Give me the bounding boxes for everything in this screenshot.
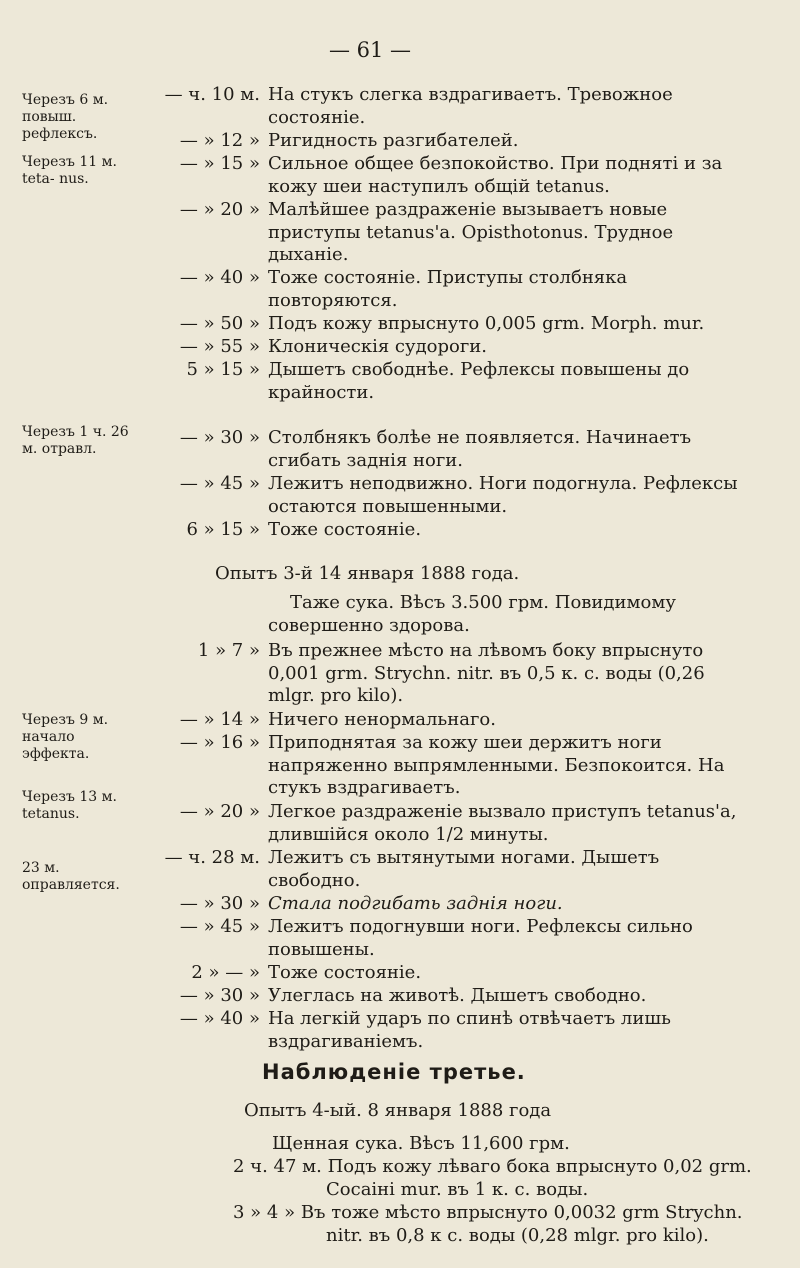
entry-text: Ригидность разгибателей. — [268, 130, 519, 151]
entry-time: — » 20 » — [179, 199, 260, 220]
entry-text: Лежитъ съ вытянутыми ногами. Дышетъ свободно. — [268, 847, 660, 891]
entry-time: — » 30 » — [179, 893, 260, 914]
entry-text: Ничего ненормальнаго. — [268, 709, 496, 730]
entry-time: — » 30 » — [179, 985, 260, 1006]
entry-text: Приподнятая за кожу шеи держитъ ноги напряженно выпрямленными. Безпокоится. На стукъ вздрагиваетъ. — [268, 732, 725, 798]
entry-text: Малѣйшее раздраженіе вызываетъ новые приступы tetanus'а. Opisthotonus. Трудное дыханіе. — [268, 199, 674, 265]
side-note: 23 м. оправляется. — [22, 860, 120, 893]
entry-text: На стукъ слегка вздрагиваетъ. Тревожное состояніе. — [268, 84, 673, 128]
entry-text: Подъ кожу впрыснуто 0,005 grm. Morph. mur. — [268, 313, 705, 334]
entry-time: — ч. 10 м. — [164, 84, 260, 105]
entry-time: — » 40 » — [179, 1008, 260, 1029]
entry-text: Сильное общее безпокойство. При подняті и за кожу шеи наступилъ общій tetanus. — [268, 153, 723, 197]
text-line: nitr. въ 0,8 к с. воды (0,28 mlgr. pro kilo). — [326, 1225, 709, 1246]
entry-text: Стала подгибать заднія ноги. — [268, 893, 563, 914]
entry-time: — » 30 » — [179, 427, 260, 448]
entry-time: — » 55 » — [179, 336, 260, 357]
entry-text: Тоже состояніе. Приступы столбняка повторяются. — [268, 267, 628, 311]
experiment-title: Опытъ 4-ый. 8 января 1888 года — [244, 1100, 552, 1121]
entry-text: На легкій ударъ по спинѣ отвѣчаетъ лишь вздрагиваніемъ. — [268, 1008, 671, 1052]
experiment-title: Опытъ 3-й 14 января 1888 года. — [215, 563, 520, 584]
entry-time: — » 40 » — [179, 267, 260, 288]
entry-time: — » 15 » — [179, 153, 260, 174]
entry-time: 6 » 15 » — [186, 519, 260, 540]
entry-time: 2 » — » — [191, 962, 260, 983]
entry-text: Клоническія судороги. — [268, 336, 488, 357]
entry-text: Въ прежнее мѣсто на лѣвомъ боку впрыснуто 0,001 grm. Strychn. nitr. въ 0,5 к. с. воды (0,26 mlgr. pro kilo). — [268, 640, 705, 706]
side-note: Черезъ 1 ч. 26 м. отравл. — [22, 424, 129, 457]
entry-time: — » 12 » — [179, 130, 260, 151]
entry-text: Улеглась на животѣ. Дышетъ свободно. — [268, 985, 647, 1006]
text-line: Сосаіні mur. въ 1 к. с. воды. — [326, 1179, 589, 1200]
side-note: Черезъ 9 м. начало эффекта. — [22, 712, 109, 762]
entry-time: 5 » 15 » — [186, 359, 260, 380]
entry-time: — » 20 » — [179, 801, 260, 822]
entry-text: Лежитъ подогнувши ноги. Рефлексы сильно повышены. — [268, 916, 693, 960]
entry-time: 1 » 7 » — [197, 640, 260, 661]
page-number: — 61 — — [328, 38, 412, 62]
side-note: Черезъ 13 м. tetanus. — [22, 789, 117, 822]
entry-text: Тоже состояніе. — [268, 962, 422, 983]
text-line: Щенная сука. Вѣсъ 11,600 грм. — [272, 1133, 570, 1154]
entry-text: Легкое раздраженіе вызвало приступъ tetanus'а, длившійся около 1/2 минуты. — [268, 801, 737, 845]
entry-text: Тоже состояніе. — [268, 519, 422, 540]
entry-time: — » 45 » — [179, 916, 260, 937]
entry-text: Столбнякъ болѣе не появляется. Начинаетъ сгибать заднія ноги. — [268, 427, 692, 471]
section-heading: Наблюденіе третье. — [262, 1060, 526, 1084]
side-note: Черезъ 11 м. teta- nus. — [22, 154, 117, 187]
experiment-intro: Таже сука. Вѣсъ 3.500 грм. Повидимому совершенно здорова. — [268, 592, 676, 636]
entry-time: — » 45 » — [179, 473, 260, 494]
text-line: 3 » 4 » Въ тоже мѣсто впрыснуто 0,0032 grm Strychn. — [233, 1202, 743, 1223]
entry-time: — » 16 » — [179, 732, 260, 753]
entry-time: — ч. 28 м. — [164, 847, 260, 868]
side-note: Черезъ 6 м. повыш. рефлексъ. — [22, 92, 109, 142]
entry-time: — » 50 » — [179, 313, 260, 334]
entry-time: — » 14 » — [179, 709, 260, 730]
text-line: 2 ч. 47 м. Подъ кожу лѣваго бока впрыснуто 0,02 grm. — [233, 1156, 752, 1177]
entry-text: Дышетъ свободнѣе. Рефлексы повышены до крайности. — [268, 359, 690, 403]
entry-text: Лежитъ неподвижно. Ноги подогнула. Рефлексы остаются повышенными. — [268, 473, 738, 517]
